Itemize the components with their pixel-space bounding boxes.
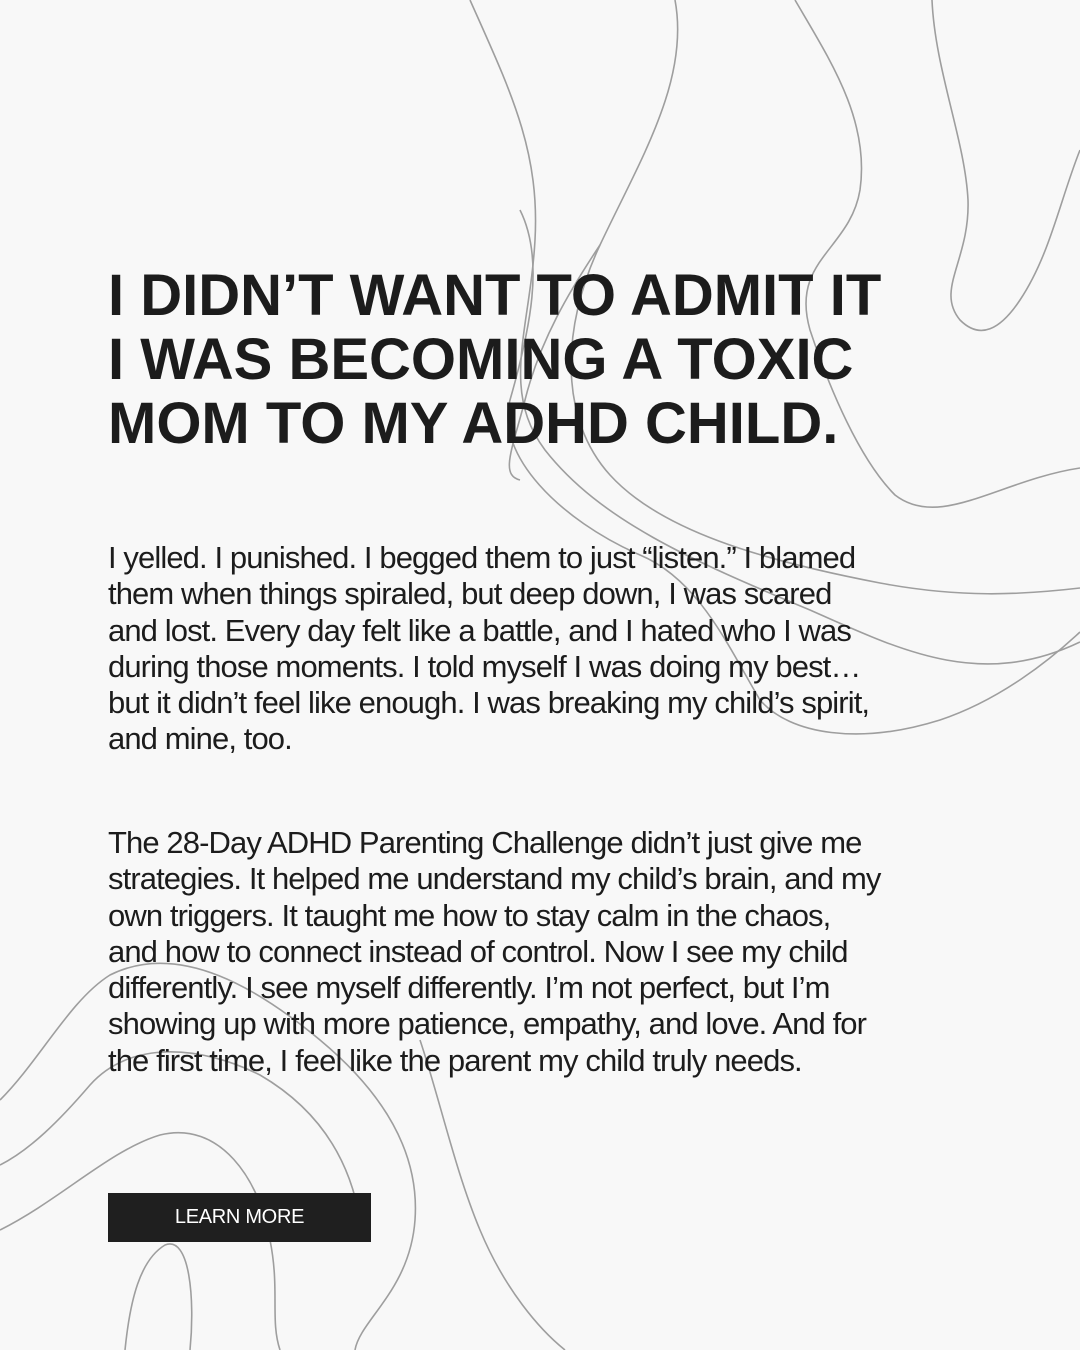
paragraph-line: them when things spiraled, but deep down, I was scared — [108, 576, 832, 612]
paragraph-line: differently. I see myself differently. I’m not perfect, but I’m — [108, 970, 830, 1006]
headline-line: I DIDN’T WANT TO ADMIT IT — [108, 263, 882, 328]
paragraph-line: but it didn’t feel like enough. I was breaking my child’s spirit, — [108, 685, 870, 721]
paragraph-line: I yelled. I punished. I begged them to just “listen.” I blamed — [108, 540, 856, 575]
paragraph-line: and mine, too. — [108, 721, 292, 757]
paragraph-line: and lost. Every day felt like a battle, and I hated who I was — [108, 612, 851, 648]
contour-line — [420, 1040, 565, 1350]
story-paragraph — [108, 540, 869, 758]
challenge-paragraph — [108, 825, 881, 1079]
paragraph-line: and how to connect instead of control. Now I see my child — [108, 933, 848, 969]
paragraph-line: the first time, I feel like the parent my child truly needs. — [108, 1042, 802, 1078]
headline — [108, 264, 1008, 456]
paragraph-line: showing up with more patience, empathy, and love. And for — [108, 1006, 867, 1042]
paragraph-line: during those moments. I told myself I was doing my best… — [108, 648, 861, 684]
paragraph-line: The 28-Day ADHD Parenting Challenge didn’t just give me — [108, 825, 862, 860]
paragraph-line: strategies. It helped me understand my child’s brain, and my — [108, 861, 881, 897]
paragraph-line: own triggers. It taught me how to stay calm in the chaos, — [108, 897, 831, 933]
learn-more-button[interactable]: LEARN MORE — [108, 1193, 371, 1242]
contour-line — [125, 1244, 192, 1350]
headline-line: MOM TO MY ADHD CHILD. — [108, 391, 839, 456]
headline-line: I WAS BECOMING A TOXIC — [108, 327, 854, 392]
